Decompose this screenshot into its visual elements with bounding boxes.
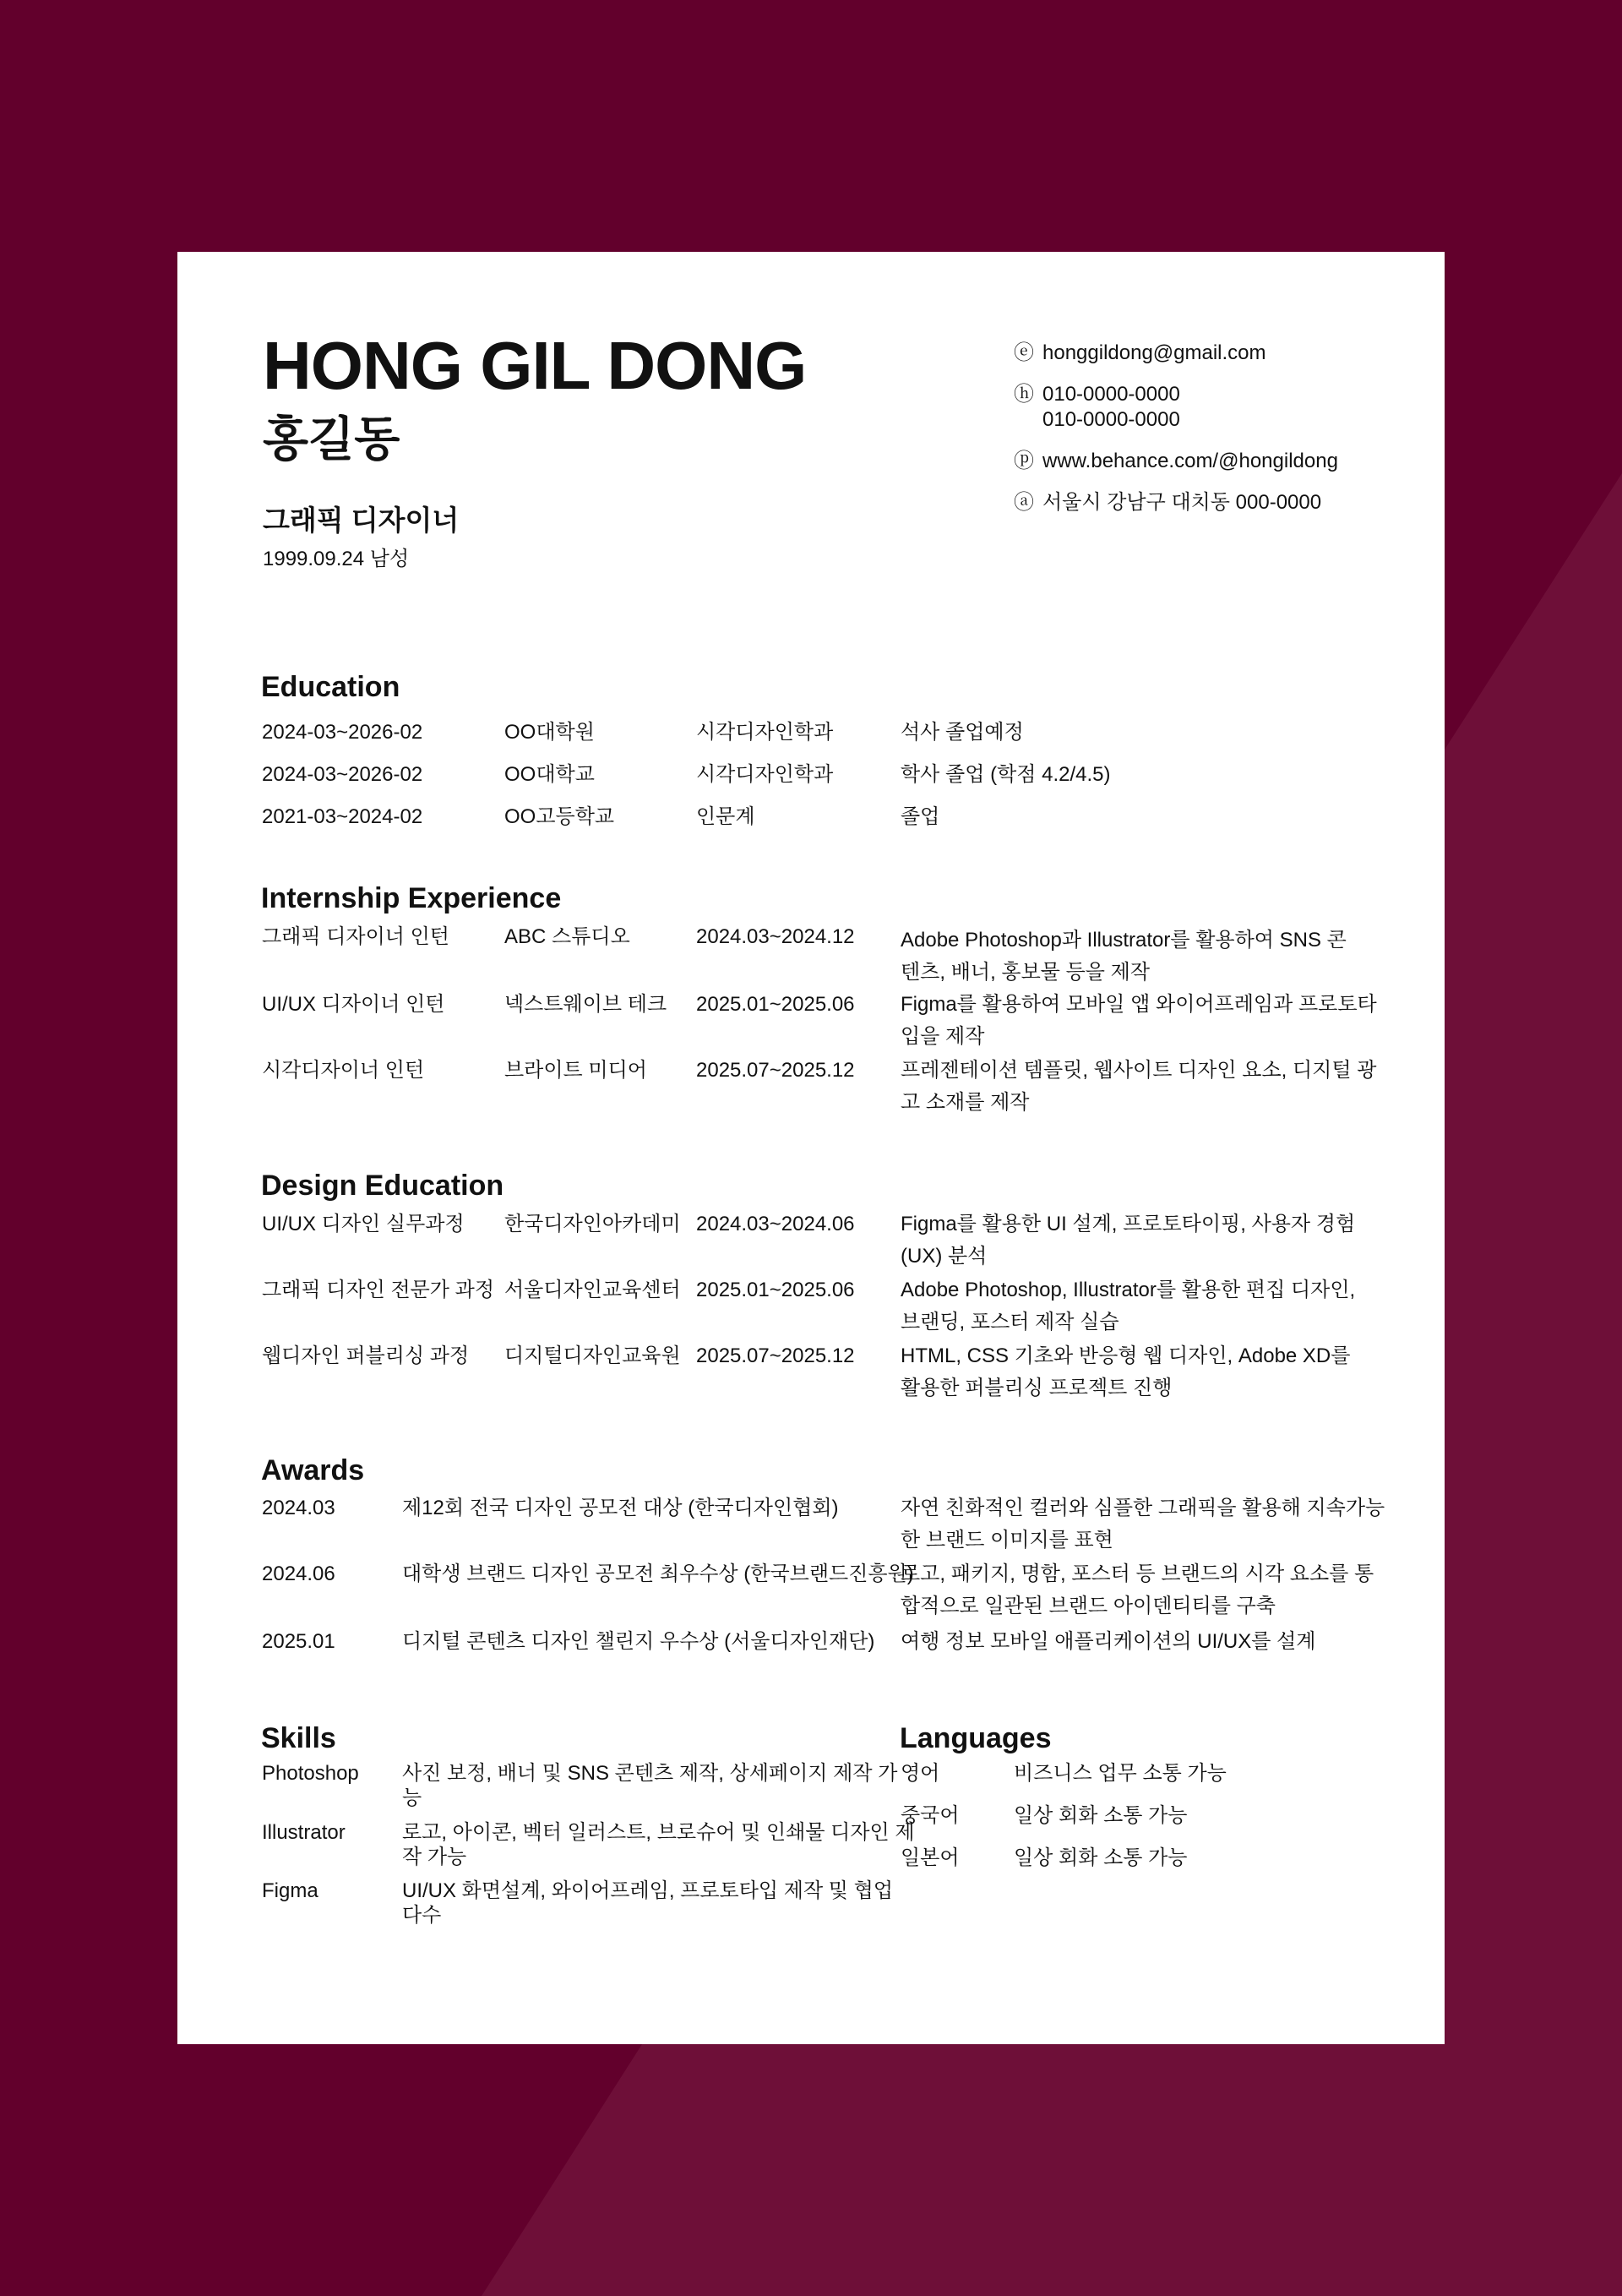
award-desc-1: 여행 정보 모바일 애플리케이션의 UI/UX를 설계 bbox=[901, 1630, 1316, 1653]
internship-desc-2: 텐츠, 배너, 홍보물 등을 제작 bbox=[901, 961, 1151, 984]
education-school: OO대학원 bbox=[504, 721, 595, 744]
education-period: 2024-03~2026-02 bbox=[262, 763, 423, 786]
education-major: 시각디자인학과 bbox=[696, 763, 834, 786]
award-name: 제12회 전국 디자인 공모전 대상 (한국디자인협회) bbox=[402, 1497, 839, 1519]
language-name: 중국어 bbox=[901, 1804, 960, 1827]
education-school: OO고등학교 bbox=[504, 805, 615, 828]
contact-portfolio bbox=[1014, 449, 1419, 474]
internship-desc-2: 고 소재를 제작 bbox=[901, 1091, 1030, 1114]
language-name: 영어 bbox=[901, 1762, 940, 1785]
course-desc-2: (UX) 분석 bbox=[901, 1245, 988, 1268]
award-desc-1: 자연 친화적인 컬러와 심플한 그래픽을 활용해 지속가능 bbox=[901, 1497, 1385, 1519]
course-name: UI/UX 디자인 실무과정 bbox=[262, 1213, 465, 1235]
internship-period: 2025.01~2025.06 bbox=[696, 993, 855, 1016]
course-period: 2025.07~2025.12 bbox=[696, 1344, 855, 1367]
course-institute: 디지털디자인교육원 bbox=[504, 1344, 681, 1367]
education-status: 학사 졸업 (학점 4.2/4.5) bbox=[901, 763, 1111, 786]
email-text: honggildong@gmail.com bbox=[1042, 341, 1266, 364]
language-name: 일본어 bbox=[901, 1846, 960, 1869]
internship-role: 그래픽 디자이너 인턴 bbox=[262, 925, 449, 948]
education-period: 2024-03~2026-02 bbox=[262, 721, 423, 744]
course-desc-2: 브랜딩, 포스터 제작 실습 bbox=[901, 1311, 1119, 1333]
internship-company: ABC 스튜디오 bbox=[504, 925, 630, 948]
education-major: 시각디자인학과 bbox=[696, 721, 834, 744]
birth-gender: 1999.09.24 남성 bbox=[263, 548, 410, 570]
course-desc-2: 활용한 퍼블리싱 프로젝트 진행 bbox=[901, 1377, 1173, 1399]
award-name: 대학생 브랜드 디자인 공모전 최우수상 (한국브랜드진흥원) bbox=[402, 1562, 914, 1585]
email-icon: ⓔ bbox=[1014, 341, 1034, 364]
internship-period: 2024.03~2024.12 bbox=[696, 925, 855, 948]
contact-block bbox=[1014, 341, 1419, 532]
education-period: 2021-03~2024-02 bbox=[262, 805, 423, 828]
phone-icon: ⓗ bbox=[1014, 383, 1034, 406]
internship-role: 시각디자이너 인턴 bbox=[262, 1059, 425, 1082]
skill-desc-2: 능 bbox=[402, 1786, 422, 1809]
course-desc-1: HTML, CSS 기초와 반응형 웹 디자인, Adobe XD를 bbox=[901, 1344, 1351, 1367]
awards-title: Awards bbox=[261, 1454, 365, 1486]
skill-tool: Photoshop bbox=[262, 1762, 359, 1785]
design-education-title: Design Education bbox=[261, 1170, 504, 1202]
languages-title: Languages bbox=[900, 1722, 1052, 1754]
course-name: 그래픽 디자인 전문가 과정 bbox=[262, 1279, 495, 1301]
name-english: HONG GIL DONG bbox=[263, 328, 807, 403]
award-date: 2024.03 bbox=[262, 1497, 335, 1519]
internship-desc-1: 프레젠테이션 템플릿, 웹사이트 디자인 요소, 디지털 광 bbox=[901, 1059, 1377, 1082]
award-date: 2024.06 bbox=[262, 1562, 335, 1585]
language-level: 일상 회화 소통 가능 bbox=[1014, 1804, 1188, 1827]
course-period: 2025.01~2025.06 bbox=[696, 1279, 855, 1301]
education-school: OO대학교 bbox=[504, 763, 595, 786]
portfolio-text: www.behance.com/@hongildong bbox=[1042, 450, 1338, 472]
education-title: Education bbox=[261, 671, 400, 703]
resume-page bbox=[177, 252, 1445, 2044]
contact-address bbox=[1014, 490, 1419, 515]
skill-desc-2: 다수 bbox=[402, 1904, 442, 1927]
skill-tool: Illustrator bbox=[262, 1821, 346, 1844]
skill-desc-1: 로고, 아이콘, 벡터 일러스트, 브로슈어 및 인쇄물 디자인 제 bbox=[402, 1821, 915, 1844]
internship-desc-2: 입을 제작 bbox=[901, 1025, 985, 1048]
course-institute: 서울디자인교육센터 bbox=[504, 1279, 681, 1301]
address-text: 서울시 강남구 대치동 000-0000 bbox=[1042, 491, 1322, 514]
award-desc-1: 로고, 패키지, 명함, 포스터 등 브랜드의 시각 요소를 통 bbox=[901, 1562, 1374, 1585]
skill-desc-1: 사진 보정, 배너 및 SNS 콘텐츠 제작, 상세페이지 제작 가 bbox=[402, 1762, 898, 1785]
course-name: 웹디자인 퍼블리싱 과정 bbox=[262, 1344, 470, 1367]
contact-email bbox=[1014, 341, 1419, 366]
course-institute: 한국디자인아카데미 bbox=[504, 1213, 681, 1235]
internship-role: UI/UX 디자이너 인턴 bbox=[262, 993, 445, 1016]
internship-title: Internship Experience bbox=[261, 882, 562, 914]
phone-text-1: 010-0000-0000 bbox=[1042, 383, 1180, 406]
language-level: 비즈니스 업무 소통 가능 bbox=[1014, 1762, 1227, 1785]
internship-desc-1: Figma를 활용하여 모바일 앱 와이어프레임과 프로토타 bbox=[901, 993, 1377, 1016]
language-level: 일상 회화 소통 가능 bbox=[1014, 1846, 1188, 1869]
portfolio-icon: ⓟ bbox=[1014, 450, 1034, 472]
skill-tool: Figma bbox=[262, 1879, 318, 1902]
education-major: 인문계 bbox=[696, 805, 755, 828]
phone-text-2: 010-0000-0000 bbox=[1042, 408, 1180, 431]
skill-desc-1: UI/UX 화면설계, 와이어프레임, 프로토타입 제작 및 협업 bbox=[402, 1879, 894, 1902]
internship-desc-1: Adobe Photoshop과 Illustrator를 활용하여 SNS 콘 bbox=[901, 929, 1347, 952]
skills-title: Skills bbox=[261, 1722, 336, 1754]
name-korean: 홍길동 bbox=[263, 412, 400, 466]
award-desc-2: 한 브랜드 이미지를 표현 bbox=[901, 1529, 1113, 1552]
course-period: 2024.03~2024.06 bbox=[696, 1213, 855, 1235]
course-desc-1: Adobe Photoshop, Illustrator를 활용한 편집 디자인, bbox=[901, 1279, 1356, 1301]
internship-company: 넥스트웨이브 테크 bbox=[504, 993, 667, 1016]
award-desc-2: 합적으로 일관된 브랜드 아이덴티티를 구축 bbox=[901, 1595, 1276, 1617]
education-status: 석사 졸업예정 bbox=[901, 721, 1024, 744]
award-name: 디지털 콘텐츠 디자인 챌린지 우수상 (서울디자인재단) bbox=[402, 1630, 875, 1653]
skill-desc-2: 작 가능 bbox=[402, 1846, 467, 1868]
course-desc-1: Figma를 활용한 UI 설계, 프로토타이핑, 사용자 경험 bbox=[901, 1213, 1356, 1235]
internship-period: 2025.07~2025.12 bbox=[696, 1059, 855, 1082]
contact-phone bbox=[1014, 382, 1419, 433]
education-status: 졸업 bbox=[901, 805, 940, 828]
job-title: 그래픽 디자이너 bbox=[263, 504, 460, 536]
internship-company: 브라이트 미디어 bbox=[504, 1059, 647, 1082]
address-icon: ⓐ bbox=[1014, 491, 1034, 514]
award-date: 2025.01 bbox=[262, 1630, 335, 1653]
